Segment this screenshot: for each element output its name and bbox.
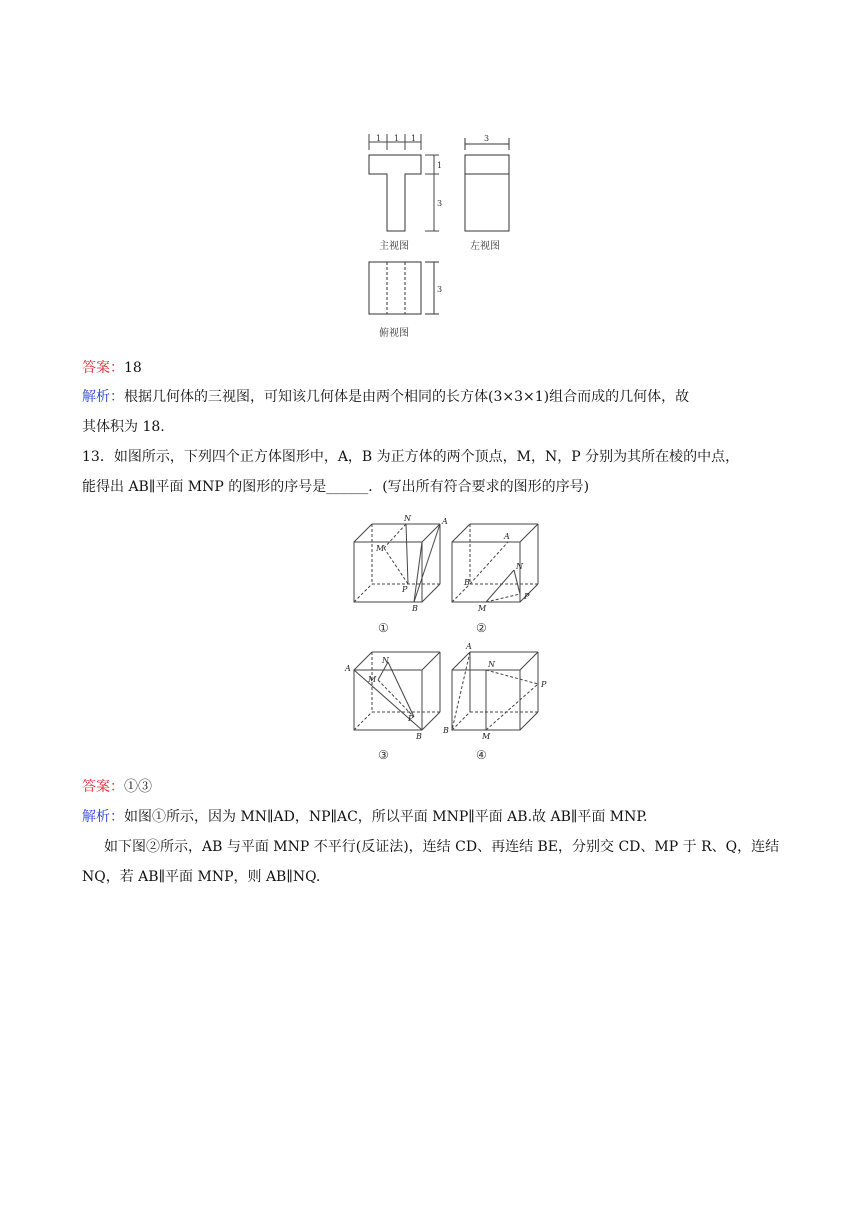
cube3-label-b: B [416, 732, 422, 741]
q13-question-2 [82, 476, 782, 498]
front-view [369, 134, 439, 231]
question-text: 能得出 AB∥平面 MNP 的图形的序号是______．(写出所有符合要求的图形的序号) [82, 479, 590, 495]
explain-label: 解析： [82, 809, 124, 825]
cube1-label-m: M [376, 544, 385, 553]
q12-answer [82, 357, 782, 379]
answer-value: 18 [124, 360, 142, 376]
cube1-label-a: A [442, 517, 448, 526]
cube2-label-m: M [478, 604, 487, 613]
q12-explain-1 [82, 386, 782, 408]
explain-text: 根据几何体的三视图，可知该几何体是由两个相同的长方体(3×3×1)组合而成的几何体，故 [124, 389, 690, 405]
cube2-label-p: P [524, 592, 530, 601]
q12-explain-2 [82, 416, 782, 438]
cube4-label-p: P [541, 680, 547, 689]
cube1-number: ① [378, 621, 389, 635]
cube-2 [452, 524, 538, 602]
q13-answer [82, 776, 782, 798]
cube3-label-a: A [345, 664, 351, 673]
front-dim-4: 1 [437, 161, 443, 170]
q13-question-1 [82, 446, 782, 468]
front-dim-2: 1 [394, 134, 400, 143]
cube3-label-m: M [368, 675, 377, 684]
cube2-number: ② [476, 621, 487, 635]
answer-label: 答案： [82, 360, 124, 376]
side-view [465, 138, 509, 231]
answer-label: 答案： [82, 779, 124, 795]
cube-4 [452, 652, 538, 730]
cube1-label-b: B [412, 604, 418, 613]
front-dim-5: 3 [437, 199, 443, 208]
cube3-label-p: P [408, 714, 414, 723]
explain-label: 解析： [82, 389, 124, 405]
cubes-figure [338, 512, 548, 766]
front-dim-1: 1 [376, 134, 382, 143]
q13-explain-2 [104, 836, 804, 858]
top-view [369, 262, 439, 314]
question-text: 13．如图所示，下列四个正方体图形中，A，B 为正方体的两个顶点，M，N，P 分别为其所在棱的中点， [82, 449, 740, 465]
side-view-caption: 左视图 [470, 241, 500, 252]
cube2-label-n: N [516, 562, 523, 571]
answer-value: ①③ [124, 779, 152, 795]
front-view-caption: 主视图 [379, 241, 409, 252]
cube4-label-m: M [482, 732, 491, 741]
cube-1 [354, 524, 440, 602]
cube4-label-a: A [466, 642, 472, 651]
cube2-label-a: A [504, 532, 510, 541]
cube4-number: ④ [476, 748, 487, 762]
cube4-label-b: B [443, 726, 449, 735]
top-dim: 3 [437, 285, 443, 294]
cube3-label-n: N [382, 656, 389, 665]
explain-text: 如下图②所示，AB 与平面 MNP 不平行(反证法)，连结 CD、再连结 BE，分别交 CD、MP 于 R、Q，连结 [104, 839, 780, 855]
front-dim-3: 1 [411, 134, 417, 143]
cube4-label-n: N [488, 660, 495, 669]
cube1-label-n: N [404, 514, 411, 523]
top-view-caption: 俯视图 [379, 328, 409, 339]
q13-explain-1 [82, 806, 782, 828]
cube-3 [354, 652, 440, 730]
side-dim: 3 [484, 134, 490, 143]
cube1-label-p: P [402, 585, 408, 594]
cube2-label-b: B [464, 578, 470, 587]
cube3-number: ③ [378, 748, 389, 762]
three-view-figure [355, 128, 515, 344]
explain-text: 如图①所示，因为 MN∥AD，NP∥AC，所以平面 MNP∥平面 AB.故 AB∥平面 MNP. [124, 809, 648, 825]
q13-explain-3 [82, 866, 782, 888]
explain-text: NQ，若 AB∥平面 MNP，则 AB∥NQ. [82, 869, 321, 885]
explain-text: 其体积为 18. [82, 419, 165, 435]
